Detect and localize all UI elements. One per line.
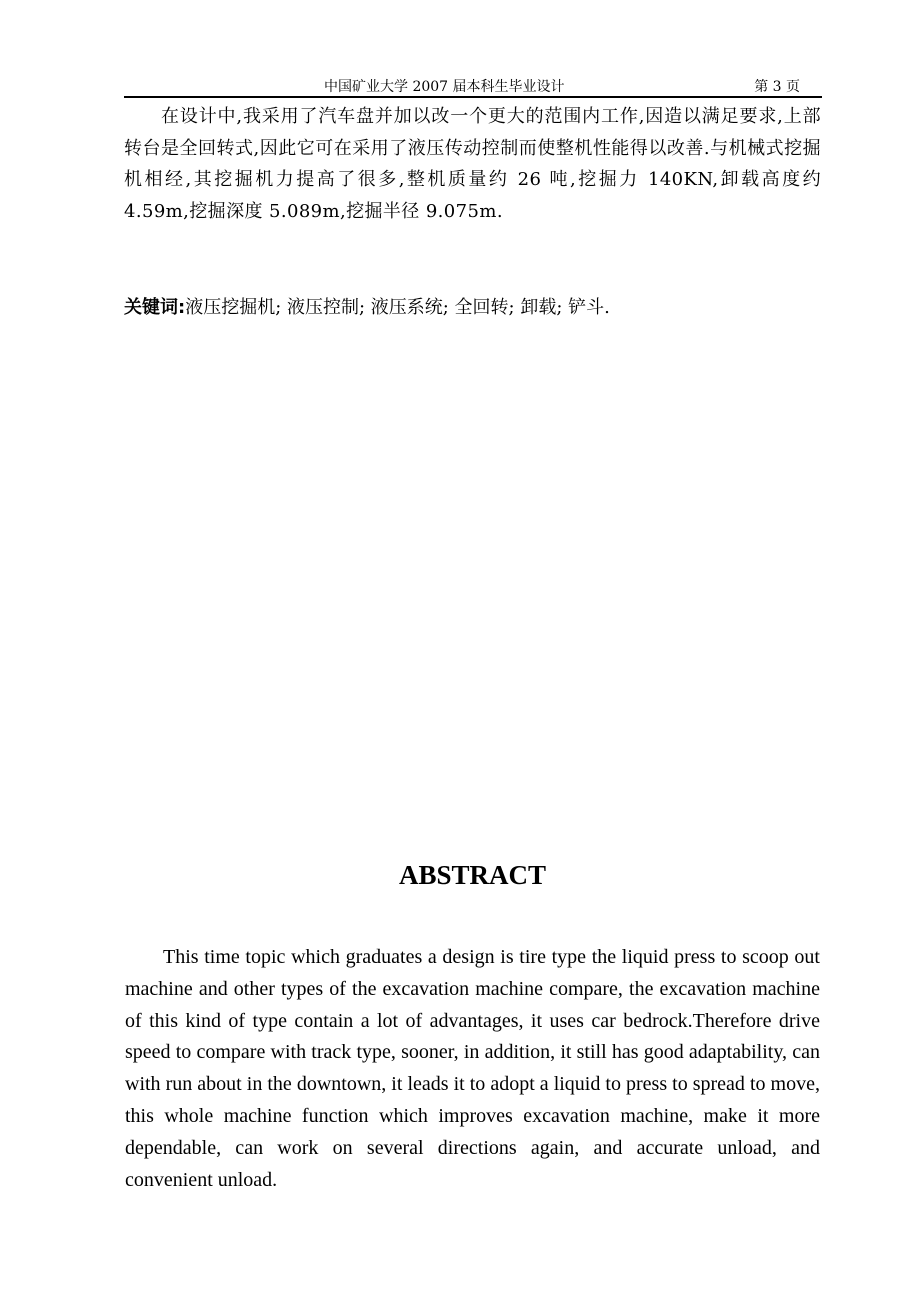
page-header: [124, 70, 822, 98]
abstract-heading: ABSTRACT: [398, 860, 547, 890]
english-abstract-paragraph: This time topic which graduates a design is tire type the liquid press to scoop out machine and other types of the excavation machine compare, the excavation machine of this kind of type contain a lot of advantages, it uses car bedrock.Therefore drive speed to compare with track type, sooner, in addition, it still has good adaptability, can with run about in the downtown, it leads it to adopt a liquid to press to spread to move, this whole machine function which improves excavation machine, make it more dependable, can work on several directions again, and accurate unload, and convenient unload.: [125, 946, 820, 1191]
header-title: 中国矿业大学 2007 届本科生毕业设计: [324, 79, 565, 95]
chinese-abstract-paragraph: 在设计中,我采用了汽车盘并加以改一个更大的范围内工作,因造以满足要求,上部转台是全回转式,因此它可在采用了液压传动控制而使整机性能得以改善.与机械式挖掘机相经,其挖掘机力提高了很多,整机质量约 26 吨,挖掘力 140KN,卸载高度约 4.59m,挖掘深度 5.089m,挖掘半径 9.075m.: [124, 106, 821, 222]
keywords-label: 关键词:: [124, 297, 186, 318]
page-number: 第 3 页: [754, 79, 800, 95]
keywords-text: 液压挖掘机; 液压控制; 液压系统; 全回转; 卸载; 铲斗.: [185, 297, 610, 318]
keywords-line: [124, 292, 821, 324]
